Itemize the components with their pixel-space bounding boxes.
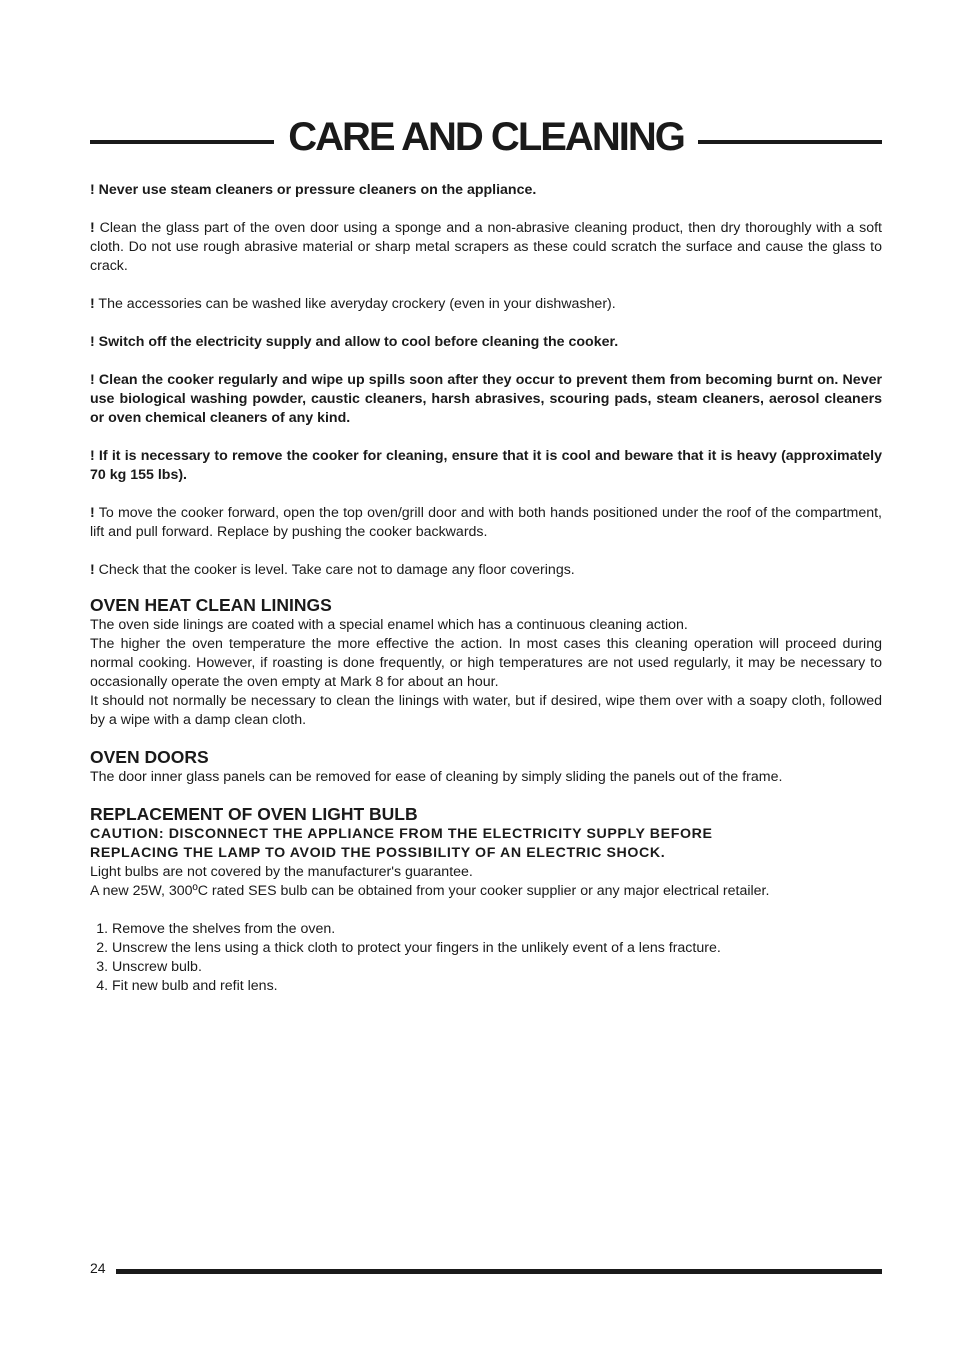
warning-mark: ! [90,296,95,312]
caution-text: CAUTION: DISCONNECT THE APPLIANCE FROM THE ELECTRICITY SUPPLY BEFORE REPLACING THE LAMP TO AVOID THE POSSIBILITY OF AN ELECTRIC SHOCK. [90,826,713,861]
list-item: 1. Remove the shelves from the oven. [112,920,882,939]
section-heading: REPLACEMENT OF OVEN LIGHT BULB [90,804,418,824]
warning-mark: ! [90,505,95,521]
page-title: CARE AND CLEANING [288,115,684,159]
list-item: 2. Unscrew the lens using a thick cloth to protect your fingers in the unlikely event of a lens fracture. [112,939,882,958]
warning-heavy: ! If it is necessary to remove the cooker for cleaning, ensure that it is cool and beware that it is heavy (approximately 70 kg 155 lbs). [90,448,882,483]
title-rule-left [90,140,274,144]
warning-text: Check that the cooker is level. Take care not to damage any floor coverings. [94,562,575,578]
content [90,181,882,1012]
page-number: 24 [90,1260,106,1276]
paragraph: The oven side linings are coated with a special enamel which has a continuous cleaning action. [90,617,688,633]
warning-text: The accessories can be washed like averyday crockery (even in your dishwasher). [94,296,616,312]
warning-mark: ! [90,220,95,236]
paragraph: The door inner glass panels can be removed for ease of cleaning by simply sliding the panels out of the frame. [90,769,783,785]
footer [90,1257,882,1279]
warning-text: Clean the glass part of the oven door using a sponge and a non-abrasive cleaning product, then dry thoroughly with a soft cloth. Do not use rough abrasive material or sharp metal scrapers as these could scratch the surface and cause the glass to crack. [90,220,882,274]
paragraph: It should not normally be necessary to clean the linings with water, but if desired, wipe them over with a soapy cloth, followed by a wipe with a damp clean cloth. [90,693,882,728]
section-heading: OVEN HEAT CLEAN LININGS [90,595,332,615]
warning-text: To move the cooker forward, open the top oven/grill door and with both hands positioned under the roof of the compartment, lift and pull forward. Replace by pushing the cooker backwards. [90,505,882,540]
section-doors [90,746,882,787]
warning-accessories [90,295,882,314]
title-rule-right [698,140,882,144]
warning-move [90,504,882,542]
footer-rule [116,1269,882,1274]
title-row [90,112,882,162]
section-linings [90,594,882,730]
section-heading: OVEN DOORS [90,747,209,767]
warning-mark: ! [90,562,95,578]
list-item: 4. Fit new bulb and refit lens. [112,977,882,996]
warning-steam: ! Never use steam cleaners or pressure cleaners on the appliance. [90,182,537,198]
list-item: 3. Unscrew bulb. [112,958,882,977]
paragraph: Light bulbs are not covered by the manufacturer's guarantee. [90,864,473,880]
steps-list [90,920,882,996]
warning-electricity: ! Switch off the electricity supply and allow to cool before cleaning the cooker. [90,334,619,350]
warning-glass [90,219,882,276]
paragraph: A new 25W, 300ºC rated SES bulb can be obtained from your cooker supplier or any major electrical retailer. [90,883,770,899]
section-bulb [90,803,882,996]
warning-level [90,561,882,580]
paragraph: The higher the oven temperature the more effective the action. In most cases this cleaning operation will proceed during normal cooking. However, if roasting is done frequently, or high temperatures are not used regularly, it may be necessary to occasionally operate the oven empty at Mark 8 for about an hour. [90,636,882,690]
warning-spills: ! Clean the cooker regularly and wipe up spills soon after they occur to prevent them from becoming burnt on. Never use biological washing powder, caustic cleaners, harsh abrasives, scouring pads, steam cleaners, aerosol cleaners or oven chemical cleaners of any kind. [90,372,882,426]
